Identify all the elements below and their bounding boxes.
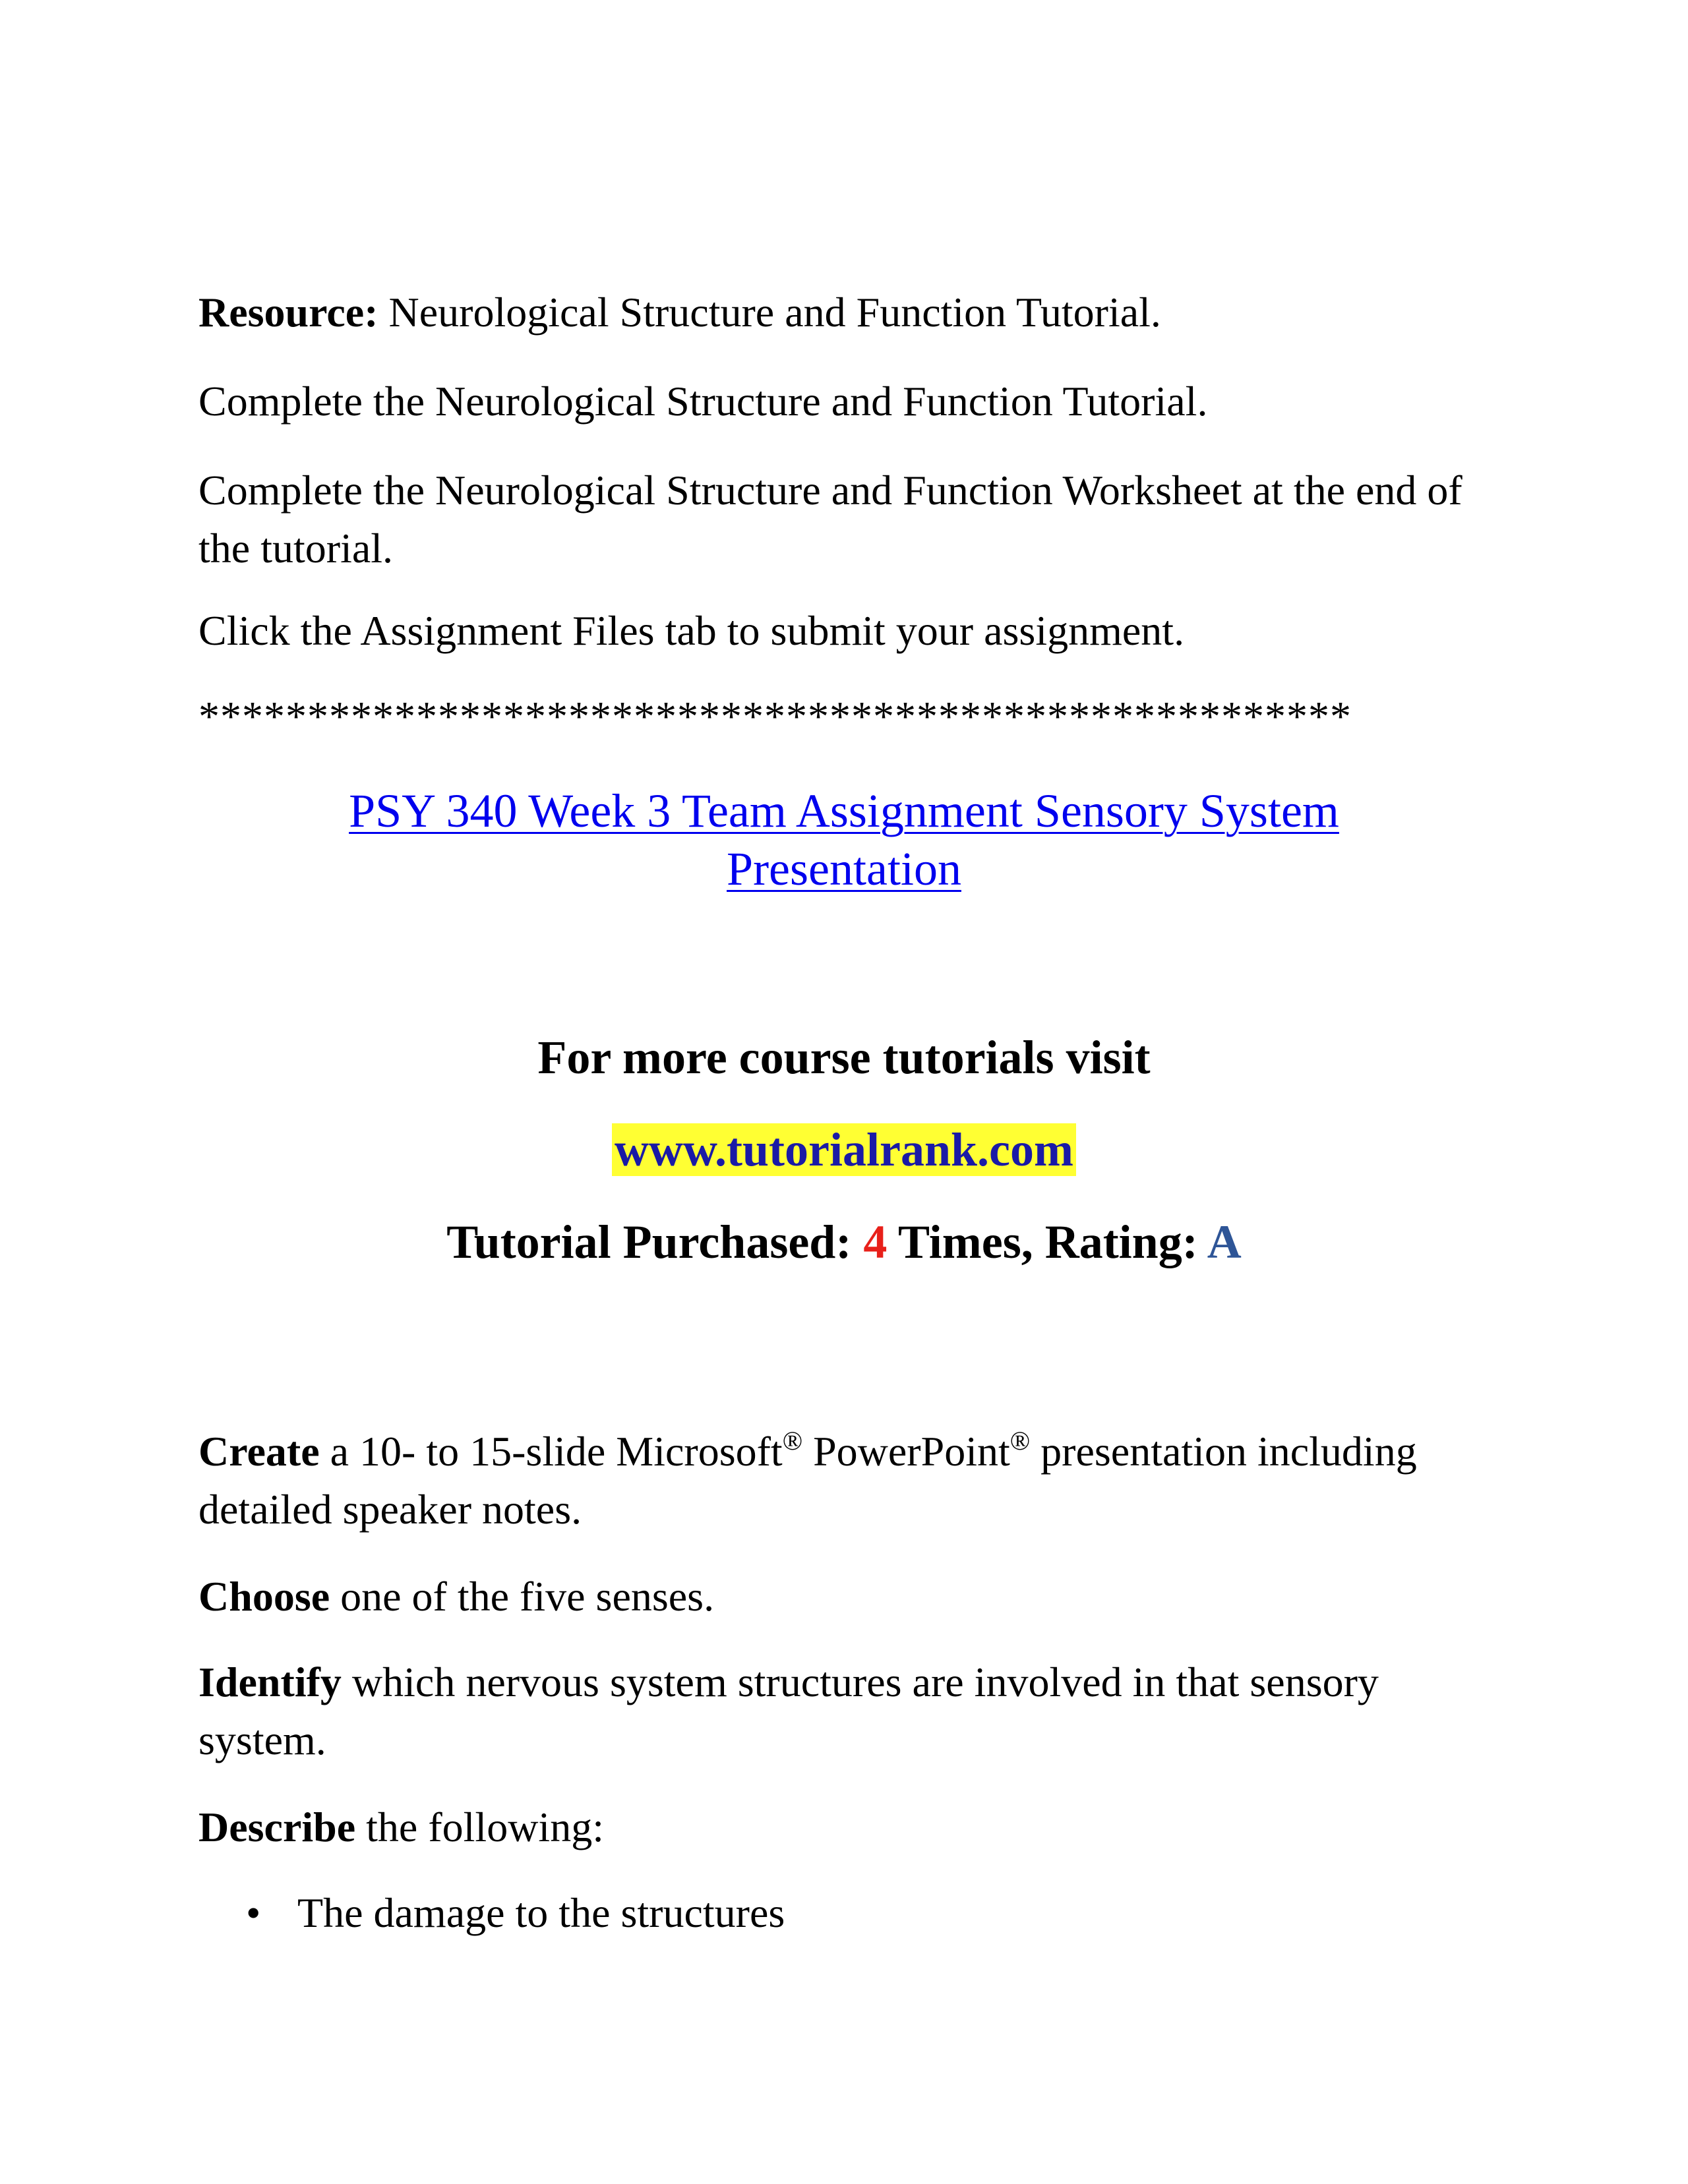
create-text-a: a 10- to 15-slide Microsoft	[319, 1428, 783, 1475]
choose-text: one of the five senses.	[330, 1573, 715, 1620]
identify-text: which nervous system structures are involved in that sensory system.	[198, 1659, 1379, 1763]
create-text-c: presentation including detailed speaker notes.	[198, 1428, 1417, 1533]
times-label: Times, Rating:	[887, 1216, 1207, 1268]
registered-mark: ®	[782, 1426, 803, 1456]
promo-site-line	[0, 1121, 1688, 1192]
task-choose	[198, 1568, 1491, 1626]
instruction-submit-assignment: Click the Assignment Files tab to submit your assignment.	[198, 607, 1185, 654]
instruction-complete-tutorial: Complete the Neurological Structure and Function Tutorial.	[198, 378, 1208, 425]
create-text-b: PowerPoint	[802, 1428, 1010, 1475]
assignment-link-block	[0, 782, 1688, 898]
separator-line: *****************************************************	[198, 693, 1352, 740]
list-item-text: The damage to the structures	[297, 1889, 785, 1936]
task-describe	[198, 1798, 1491, 1856]
rating-value: A	[1207, 1216, 1242, 1268]
resource-label: Resource:	[198, 289, 378, 336]
promo-site-link[interactable]: www.tutorialrank.com	[612, 1123, 1076, 1176]
purchased-label: Tutorial Purchased:	[446, 1216, 864, 1268]
resource-text: Neurological Structure and Function Tutorial.	[378, 289, 1161, 336]
task-identify	[198, 1653, 1491, 1769]
purchased-count: 4	[863, 1216, 888, 1268]
bullet-icon: •	[246, 1889, 261, 1936]
assignment-link-line-1[interactable]: PSY 340 Week 3 Team Assignment Sensory System	[349, 784, 1339, 837]
resource-line	[198, 283, 1491, 341]
choose-verb: Choose	[198, 1573, 330, 1620]
describe-text: the following:	[355, 1804, 604, 1850]
assignment-link-line-2[interactable]: Presentation	[727, 842, 961, 895]
purchase-info	[0, 1213, 1688, 1271]
describe-verb: Describe	[198, 1804, 356, 1850]
list-item	[198, 1884, 1491, 1942]
promo-heading: For more course tutorials visit	[537, 1031, 1151, 1084]
task-create	[198, 1423, 1491, 1539]
create-verb: Create	[198, 1428, 320, 1475]
instruction-complete-worksheet: Complete the Neurological Structure and Function Worksheet at the end of the tutorial.	[198, 467, 1462, 572]
identify-verb: Identify	[198, 1659, 342, 1705]
registered-mark: ®	[1010, 1426, 1031, 1456]
